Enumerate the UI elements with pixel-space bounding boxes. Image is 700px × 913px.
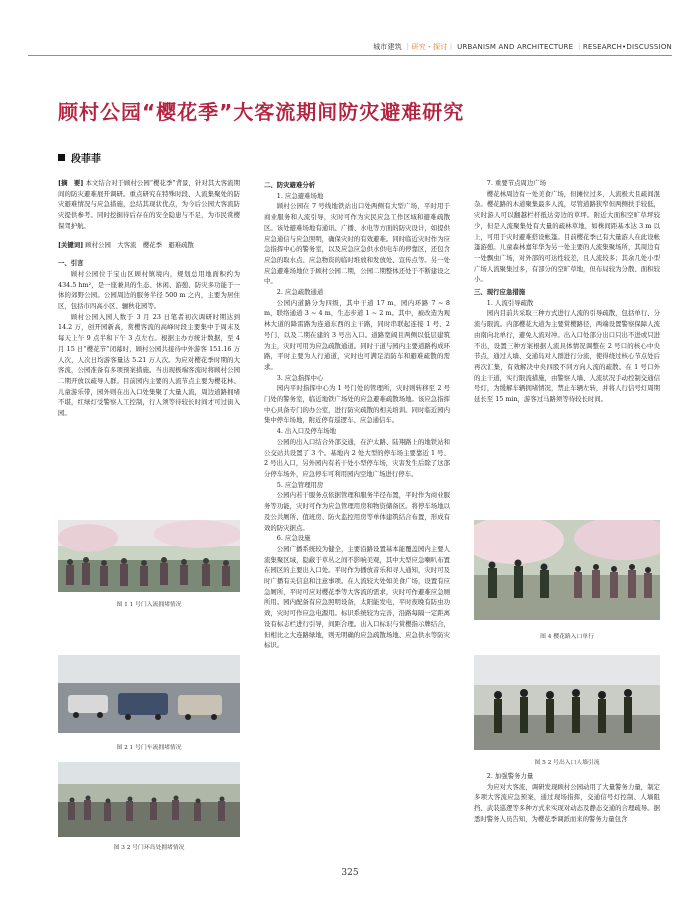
column-1: [58, 178, 240, 419]
paragraph: 园内平时指挥中心为 1 号门处的管理所，灾时则转移至 2 号门处的警务室，临近地铁广场处的应急避难疏散场地。该应急指挥中心具备专门的办公室，进行防灾疏散的相关培训。同时临近园内集中停车场地，附近停有巡逻车、应急通信车。: [264, 384, 450, 425]
paragraph: 顾村公园入园人数于 3 月 23 日笔者初次调研时期达到 14.2 万，创开园新高，赏樱客流的高峰时段主要集中于周末及每天上午 9 点半和下午 3 点左右。根据主办方统计数据，至 4 月 15 日“樱花节”闭幕时，顾村公园共接待中外游客 151.16 万人次，人次日均游客量达 5.21 万人次。为应对樱花季时期的大客流，公园准备有多项预案措施。当出现极端客流时将顾村公园二期开放以疏导人群。目前园内主要的人流节点主要为樱花林、儿童游乐带，园外则在出入口处集聚了大量人流，周边道路拥堵不堪，红绿灯受警察人工控制，行人须等待较长时间才可过街入园。: [58, 312, 240, 418]
column-3-lower: [474, 771, 660, 825]
keywords-text: 顾村公园 大客流 樱花季 避难疏散: [85, 240, 194, 249]
paragraph: 公园内若干服务点依据管理和服务半径布置，平时作为商业服务等功能，灾时可作为应急管理用房和物资储备区。将停车场地以及公共厕所、值班房、防火监控用房等单体建筑结合布置，形成有效的防灾据点。: [264, 491, 450, 532]
subsection-heading: 1. 应急避难场地: [276, 191, 324, 200]
subsection-heading: 5. 应急管理用房: [276, 480, 324, 489]
subsection-heading: 7. 重要节点周边广场: [486, 179, 547, 187]
crowd-photo-icon: [58, 520, 240, 592]
figure-5-photo: [474, 655, 660, 750]
police-line-photo-icon: [474, 655, 660, 750]
journal-name: 城市建筑: [373, 43, 402, 51]
traffic-photo-icon: [58, 655, 240, 733]
subsection-heading: 6. 应急设施: [276, 534, 311, 543]
figure-5-caption: 图 5 2 号出入口人墙引流: [534, 760, 600, 766]
subsection-heading: 4. 出入口及停车场地: [276, 427, 337, 436]
subsection-heading: 3. 应急指挥中心: [276, 373, 324, 382]
author-name: 段菲菲: [71, 154, 101, 165]
journal-english: URBANISM AND ARCHITECTURE: [457, 43, 574, 51]
figure-2-photo: [58, 655, 240, 733]
figure-3-photo: [58, 762, 240, 837]
column-2: [264, 178, 450, 651]
keywords-label: [关键词]: [58, 240, 84, 249]
abstract-label: [摘 要]: [58, 179, 84, 187]
page-number: 325: [341, 868, 359, 878]
section-heading: 三、现行应急措施: [474, 288, 526, 297]
subsection-heading: 2. 应急疏散通道: [276, 288, 324, 297]
author-line: [58, 150, 101, 165]
paragraph: 公园内道路分为四级，其中干道 17 m，园内环路 7 ~ 8 m，联络通道 3 ~ 4 m，生态步道 1 ~ 2 m。其中，被改造为观林大道的降雷路为连通东西的主干路，同时串联起连接 1 号、2 号门，以及二期在建的 3 号出入口。道路宽阔且两侧以低层建筑为主，灾时可用为应急疏散通道。同时干道与园内主要道路构成环路，平时主要为人行通道，灾时也可满足消防车和避难疏散的需求。: [264, 298, 450, 371]
section-heading: 一、引言: [58, 259, 84, 268]
running-header: 城市建筑 ｜研究・探讨｜ URBANISM AND ARCHITECTURE ｜RESEARCH•DISCUSSION: [373, 43, 672, 51]
keywords: [58, 240, 240, 251]
sakura-road-photo-icon: [474, 520, 660, 620]
figure-4-photo: [474, 520, 660, 620]
section-name: 研究・探讨: [411, 43, 448, 51]
abstract-text: 本文结合对于顾村公园“樱花季”背景，针对其大客流期间的防灾避难展开调研。重点研究在特殊时段、人流集聚处的防灾避难情况与应急措施，总结其现状优点，为今后公园大客流防灾提供参考。同时挖掘待后存在的安全隐患与不足，为市民赏樱保驾护航。: [58, 179, 240, 230]
author-bullet-icon: [58, 154, 65, 161]
header-rule: [28, 55, 672, 56]
subsection-heading: 1. 人流引导疏散: [486, 298, 534, 307]
paragraph: 顾村公园在 7 号线地铁站出口处两侧有大型广场，平时用于商业服务和人流引导，灾时可作为灾民应急工作区域和避难疏散区。该处避难场地有通讯、广播、水电等方面的防灾设计，如提供应急通信与应急照明，确保灾时的有效避难。同时临近灾时作为应急指挥中心的警务室，以及应急应急供水供电车的停靠区，还包含应急的取水点、应急物资的临时堆放和发放处、宣传点等。另一处应急避难场地位于顾村公园二期，公园二期整体还处于不断建设之中。: [264, 202, 450, 286]
roundabout-photo-icon: [58, 762, 240, 837]
article-title: 顾村公园“樱花季”大客流期间防灾避难研究: [58, 100, 465, 124]
subsection-heading: 2. 加强警务力量: [486, 772, 534, 780]
figure-3-caption: 图 3 2 号门环岛处拥堵情况: [113, 845, 185, 851]
section-heading: 二、防灾避难分析: [264, 181, 316, 189]
paragraph: 公园广播系统较为健全，主要沿路设置基本能覆盖园内主要人流集聚区域，隐蔽于草丛之间不影响美观，其中大型应急喇叭布置在园区的主要出入口处。平时作为播放音乐和寻人通知，灾时可及时广播有关信息和注意事项。在人流较大处如美食广场，设置有应急厕所，平时可应对樱花季等大客流的需求，灾时可作避难应急厕所用。园内配备有应急照明设备，太阳能发电，平时夜晚有防虫功效，灾时可作应急电源用。标识系统较为完善，沿路每隔一定距离设有标志栏进行引导，间距合理。出入口标识与赏樱指示牌结合，但相比之大连路绿地，则无明确的应急疏散场地、应急供水等防灾标识。: [264, 544, 450, 650]
paragraph: 公园的出入口结合外部交通，在沪太路、陆翔路上的地铁站和公交站共设置了 3 个。基地内 2 处大型的停车场主要靠近 1 号、2 号出入口，另外园内有若干处小型停车场，灾害发生后除了这部分停车场外，应急停车可利用园内空地广场进行停车。: [264, 437, 450, 478]
column-3: [474, 178, 660, 405]
paragraph: 为应对大客流，调研发现顾村公园动用了大量警务力量，制定多项大客流应急预案，通过现场指挥，交通信号灯控制、人墙阻挡、武装巡逻等多种方式来实现对动态及静态交通的合理疏导。据悉时警务人员告知，为樱花季调派而来的警务力量包含: [474, 782, 660, 823]
figure-2-caption: 图 2 1 号门车流拥堵情况: [116, 745, 182, 751]
paragraph: 樱花林周边有一处美食广场，但摊位过多，人流极大且疏间混杂。樱花路的木道聚集最多人流，尽管道路狭窄但两侧扶手较低，灾时游人可以翻越栏杆抵达旁边的草坪。附近大面积空旷草坪较少，但是人流聚集处有大量的疏林草地，如株间距基本达 3 m 以上，可用于灾时避难搭设帐篷。目前樱花季已有大量游人在此设帐篷游憩。儿童森林嘉年华为另一处主要的人流集聚场所，其周边有一处飘虫广场，对外部的可达性较差，且人流较多；其余几处小型广场人流聚集过多，有部分的空旷草地，但布局较为分散、面积较小。: [474, 189, 660, 284]
figure-4-caption: 图 4 樱花路入口单行: [540, 634, 594, 640]
abstract: [58, 178, 240, 232]
figure-1-caption: 图 1 1 号门入流拥堵情况: [116, 602, 182, 608]
category-name: RESEARCH•DISCUSSION: [582, 43, 672, 51]
figure-1-photo: [58, 520, 240, 592]
paragraph: 园内目前共采取三种方式进行人流的引导疏散，包括单行、分流与限流。内部樱花大道为主要赏樱路径，两端设置警察保障人流由南向北单行，避免人流对冲。出入口处部分出口只出不进或只进不出，设置三种方案根据人流具体情况调整在 2 号口的核心中央节点，通过人墙、交通岛对人群进行分流，使得绕过核心节点处后再次汇集，有效解决中央四股不同方向人流的疏散。在 1 号口外的主干道，实行限流措施，由警察人墙、人流状况手动控制交通信号灯，为缓解车辆拥堵情况，禁止车辆左转，并将人行信号灯周期延长至 15 min，游客过马路须等待较长时间。: [474, 309, 660, 404]
paragraph: 顾村公园位于宝山区顾村镇境内，规划总用地面积约为 434.5 hm²，是一座兼具的生态、休闲、游憩、防灾多功能于一体的郊野公园。公园周边的服务半径 500 m 之内，主要为居住区，包括市四高小区、骊秋花园等。: [58, 269, 240, 311]
